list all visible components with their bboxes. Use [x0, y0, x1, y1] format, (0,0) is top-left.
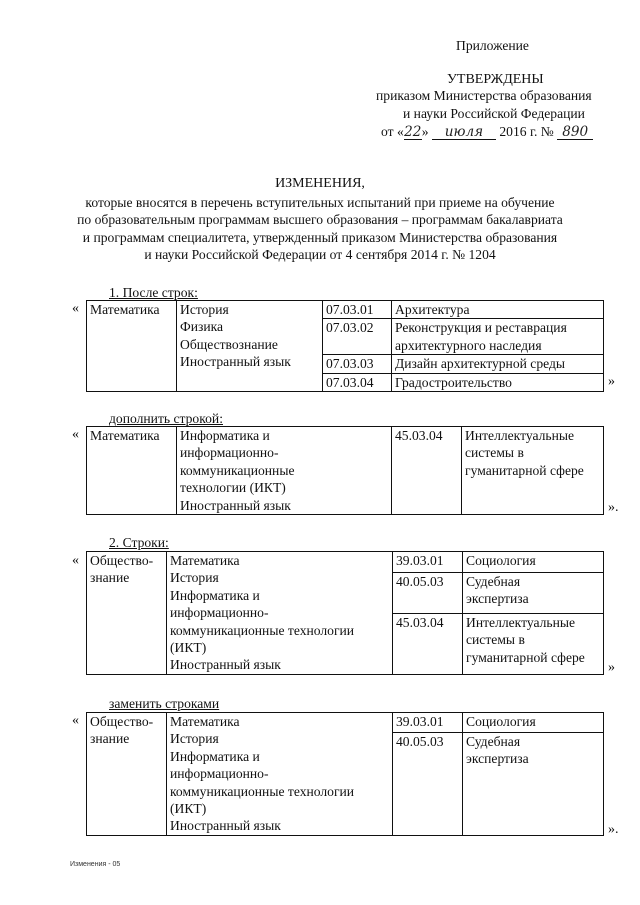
- replacement-label: заменить строками: [109, 696, 220, 711]
- exam-item: Информатика и: [170, 587, 260, 603]
- exam-item: История: [170, 570, 219, 586]
- subtitle-line: и науки Российской Федерации от 4 сентября 2014 г. № 1204: [144, 247, 496, 263]
- exam-item: Иностранный язык: [170, 657, 281, 673]
- exam-item: История: [170, 731, 219, 747]
- exam-item: Информатика и: [180, 428, 270, 443]
- program-cell: [463, 613, 604, 674]
- subject-name: Общество-: [90, 553, 154, 568]
- exams-cell: [167, 552, 393, 675]
- exam-item: Физика: [180, 319, 224, 335]
- section-1-label: 1. После строк:: [109, 285, 198, 300]
- open-quote: «: [72, 713, 79, 728]
- program-cell: [392, 319, 604, 355]
- footer-label: Изменения - 05: [70, 861, 121, 868]
- code-cell: 45.03.04: [393, 613, 463, 674]
- addition-label: дополнить строкой:: [109, 411, 223, 426]
- order-line-2: и науки Российской Федерации: [403, 106, 585, 121]
- open-quote: «: [72, 427, 79, 442]
- subject-name: Общество-: [90, 714, 154, 729]
- program-name: Градостроительство: [395, 374, 512, 390]
- code-cell: 07.03.03: [323, 355, 392, 373]
- section-1-table: [86, 300, 604, 392]
- program-cell: [392, 301, 604, 319]
- program-name: Архитектура: [395, 302, 470, 317]
- code-cell: 39.03.01: [393, 713, 463, 733]
- exam-item: Иностранный язык: [170, 818, 281, 834]
- code-cell: 07.03.04: [323, 373, 392, 391]
- approved-label: УТВЕРЖДЕНЫ: [447, 72, 544, 87]
- subject-name: знание: [90, 570, 130, 586]
- exam-item: Иностранный язык: [180, 354, 291, 370]
- program-cell: [392, 373, 604, 391]
- code-cell: 07.03.01: [323, 301, 392, 319]
- exam-item: информационно-: [170, 605, 269, 621]
- program-name: Судебная: [466, 733, 521, 749]
- order-line-1: приказом Министерства образования: [376, 88, 592, 103]
- section-2-label: 2. Строки:: [109, 535, 169, 550]
- table-row: [87, 713, 604, 733]
- exam-item: Математика: [170, 714, 240, 729]
- program-name: Социология: [466, 714, 536, 729]
- appendix-label: Приложение: [456, 38, 529, 53]
- exams-cell: [167, 713, 393, 836]
- close-quote: »: [608, 660, 615, 675]
- exam-item: технологии (ИКТ): [180, 480, 286, 496]
- subtitle-line: и программам специалитета, утвержденный приказом Министерства образования: [82, 229, 558, 245]
- exam-item: коммуникационные технологии: [170, 622, 355, 638]
- program-name: Дизайн архитектурной среды: [395, 356, 566, 372]
- program-cell: [392, 355, 604, 373]
- date-mid: »: [421, 124, 429, 139]
- program-cell: [462, 427, 604, 515]
- code-cell: 40.05.03: [393, 573, 463, 614]
- program-name: экспертиза: [466, 751, 529, 767]
- program-cell: [463, 732, 604, 835]
- exam-item: Математика: [170, 553, 240, 568]
- open-quote: «: [72, 553, 79, 568]
- subject-cell: Математика: [87, 427, 177, 515]
- program-name: системы в: [465, 445, 524, 461]
- replacement-table: [86, 712, 604, 836]
- program-name: Судебная: [466, 574, 521, 590]
- subject-cell: [87, 552, 167, 675]
- code-cell: 45.03.04: [392, 427, 462, 515]
- program-cell: [463, 713, 604, 733]
- program-name: Реконструкция и реставрация: [395, 320, 567, 336]
- program-name: системы в: [466, 632, 525, 648]
- exam-item: информационно-: [170, 766, 269, 782]
- subject-cell: Математика: [87, 301, 177, 392]
- exam-item: Иностранный язык: [180, 497, 291, 513]
- code-cell: 40.05.03: [393, 732, 463, 835]
- close-quote: »: [608, 374, 615, 389]
- date-prefix: от «: [381, 124, 404, 139]
- date-year: 2016 г. №: [499, 124, 554, 139]
- program-name: Социология: [466, 553, 536, 568]
- exam-item: информационно-: [180, 445, 279, 461]
- subtitle-line: которые вносятся в перечень вступительных испытаний при приеме на обучение: [85, 195, 555, 210]
- exams-cell: [177, 301, 323, 392]
- subtitle-line: по образовательным программам высшего образования – программам бакалавриата: [77, 212, 563, 228]
- program-name: гуманитарной сфере: [465, 462, 584, 478]
- exams-cell: [177, 427, 392, 515]
- table-row: [87, 552, 604, 573]
- addition-table: [86, 426, 604, 515]
- program-cell: [463, 573, 604, 614]
- date-day: 22: [404, 124, 422, 140]
- program-name: архитектурного наследия: [395, 337, 542, 353]
- close-quote: ».: [608, 822, 619, 837]
- subject-cell: [87, 713, 167, 836]
- order-number: 890: [557, 126, 593, 140]
- exam-item: коммуникационные: [180, 462, 295, 478]
- section-2-table: [86, 551, 604, 675]
- program-name: экспертиза: [466, 591, 529, 607]
- exam-item: История: [180, 302, 229, 317]
- close-quote: ».: [608, 500, 619, 515]
- open-quote: «: [72, 301, 79, 316]
- table-row: [87, 301, 604, 319]
- program-name: Интеллектуальные: [465, 428, 575, 443]
- code-cell: 39.03.01: [393, 552, 463, 573]
- program-cell: [463, 552, 604, 573]
- exam-item: коммуникационные технологии: [170, 783, 355, 799]
- exam-item: Информатика и: [170, 748, 260, 764]
- program-name: гуманитарной сфере: [466, 649, 585, 665]
- document-subtitle: [0, 194, 640, 264]
- document-heading: ИЗМЕНЕНИЯ,: [275, 176, 365, 191]
- program-name: Интеллектуальные: [466, 614, 576, 630]
- table-row: [87, 427, 604, 515]
- date-month: июля: [432, 126, 496, 140]
- order-date-line: [381, 124, 593, 140]
- subject-name: знание: [90, 731, 130, 747]
- exam-item: Обществознание: [180, 336, 278, 352]
- code-cell: 07.03.02: [323, 319, 392, 355]
- exam-item: (ИКТ): [170, 801, 207, 817]
- exam-item: (ИКТ): [170, 640, 207, 656]
